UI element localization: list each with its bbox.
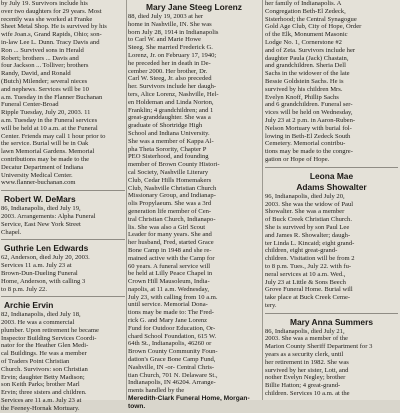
text-line: her family of Indianapolis. A xyxy=(265,0,342,7)
text-line: Nashville, IN -or- Central Chris- xyxy=(128,363,215,371)
text-line: Service, East New York Street xyxy=(1,220,81,228)
text-line: Decatur Department of Indiana xyxy=(1,163,84,171)
text-line: She was a member of Kappa Al- xyxy=(128,137,214,145)
obituary-body xyxy=(1,254,125,293)
divider xyxy=(265,313,398,314)
text-line: vices will be held on Wednesday, xyxy=(265,109,353,117)
text-line: the Feeney-Hornak Mortuary. xyxy=(1,404,80,412)
text-line: July 23, with calling from 10 a.m. xyxy=(128,293,218,301)
text-line: gation or Hope of Hope. xyxy=(265,155,330,163)
text-line: lawn Memorial Gardens. Memorial xyxy=(1,148,95,156)
text-line: July 23 at Little & Sons Beech xyxy=(265,278,346,286)
text-line: Brown-Dun-Dueling Funeral xyxy=(1,269,78,277)
text-line: Church. Survivors: son Christian xyxy=(1,365,88,373)
text-line: over two daughters for 29 years. Most xyxy=(1,7,102,15)
text-line: daughter Paula (Jack) Chastain, xyxy=(265,54,349,62)
text-line: Cemetery. Memorial contribu- xyxy=(265,140,346,148)
divider xyxy=(1,296,125,297)
text-line: cal Buildings. He was a member xyxy=(1,350,87,358)
obituary-body xyxy=(265,328,398,398)
obituary-heading: Robert W. DeMars xyxy=(4,194,76,205)
text-line: tian Church, 701 N. Delaware St., xyxy=(128,371,218,379)
text-line: Billie Hatton; 4 great-grand- xyxy=(265,382,341,390)
text-line: 96, Indianapolis, died July 20, xyxy=(265,192,345,200)
text-line: Carl W. Steeg, Jr. also preceded xyxy=(128,75,212,83)
funeral-home-credit xyxy=(128,395,260,411)
text-line: Lodge No. 1, Cornerstone #2 xyxy=(265,38,342,46)
text-line: wife Joan.s, Grand Rapids, Ohio; son- xyxy=(1,31,102,39)
text-line: and grandchildren. Sheria Dell xyxy=(265,62,346,70)
text-line: 86, Indianapolis, died July 19, xyxy=(1,205,81,213)
text-line: Evelyn Knoff, Phillip Sachs xyxy=(265,93,339,101)
column-rule xyxy=(126,0,127,400)
text-line: 82, Indianapolis, died July 18, xyxy=(1,311,81,319)
text-line: Brown County Community Foun- xyxy=(128,348,218,356)
text-line: lis. She was also a Girl Scout xyxy=(128,223,206,231)
text-line: July 23 at 2 p.m. in Aaron-Ruben- xyxy=(265,116,356,124)
obituary-heading: Leona Mae xyxy=(309,170,354,181)
text-line: www.flanner-buchanan.com xyxy=(1,179,76,187)
text-line: Randy, David, and Ronald xyxy=(1,70,71,78)
text-line: son Keith Parks; brother Marl xyxy=(1,381,80,389)
text-line: to Carl W. and Marie Howe xyxy=(128,36,201,44)
text-line: Club, Nashville Christian Church xyxy=(128,184,217,192)
text-line: Sheet Metal Shop. He is survived by his xyxy=(1,23,107,31)
text-line: Home, Anderson, with calling 3 xyxy=(1,277,86,285)
text-line: born July 28, 1914 in Indianapolis xyxy=(128,28,219,36)
text-line: ters, Alice Lorenz, Nashville, Hel- xyxy=(128,90,219,98)
column-rule xyxy=(262,0,263,400)
text-line: to 8 p.m. Tues., July 22. with fu- xyxy=(265,262,352,270)
obituary-body xyxy=(1,311,125,412)
text-line: Inspector Building Services Coordi- xyxy=(1,334,97,342)
text-line: town. xyxy=(128,402,146,410)
column-left xyxy=(0,0,125,412)
text-line: children, eight great-grand- xyxy=(265,247,338,255)
text-line: Ripple Tuesday, July 20, 2003. 11 xyxy=(1,109,91,117)
obituary-continuation xyxy=(1,0,125,187)
text-line: tral Christian Church, Indianapo- xyxy=(128,215,216,223)
obituary-heading: Adams Showalter xyxy=(296,181,367,192)
text-line: Lorenz, Jr. on February 17, 1940; xyxy=(128,51,217,59)
text-line: Indianapolis, IN 46204. Arrange- xyxy=(128,379,216,387)
text-line: nother Evelyn Negley; brother xyxy=(265,374,346,382)
text-line: Services are 11 a.m. July 23 at xyxy=(1,397,82,405)
text-line: home in Nashville, IN. She was xyxy=(128,20,212,28)
text-line: and 6 grandchildren. Funeral ser- xyxy=(265,101,353,109)
text-line: recently was she worked at Franke xyxy=(1,15,93,23)
text-line: Meredith-Clark Funeral Home, Morgan- xyxy=(128,395,250,403)
text-line: cal Society, Nashville Literary xyxy=(128,168,209,176)
text-line: Sisterhood; the Central Synagogue xyxy=(265,15,357,23)
text-line: Ron ... Survived sons in Herald xyxy=(1,46,84,54)
text-line: Leader for many years. She and xyxy=(128,231,212,239)
text-line: rick G. and Mary Jane Lorenz xyxy=(128,317,208,325)
column-middle xyxy=(128,0,260,410)
text-line: Ervin; daughter Betty Madison; xyxy=(1,373,85,381)
text-line: take place at Buck Creek Ceme- xyxy=(265,294,351,302)
text-line: Chapel. xyxy=(1,228,22,236)
text-line: Funeral Center-Broad xyxy=(1,101,59,109)
text-line: ter Linda L. Kincaid; eight grand- xyxy=(265,239,355,247)
text-line: pha Theta Sorority, Chapter P xyxy=(128,145,207,153)
obituary-heading: Mary Jane Steeg Lorenz xyxy=(146,2,242,12)
divider xyxy=(265,167,398,168)
text-line: en Holdeman and Linda Norton, xyxy=(128,98,214,106)
text-line: of the Elk, Monument Masonic xyxy=(265,31,348,39)
divider xyxy=(1,239,125,240)
text-line: to 8 p.m. July 22. xyxy=(1,285,47,293)
text-line: and nephews. Services will be 10 xyxy=(1,85,89,93)
text-line: in-law Lee L. Dunn. Tracy Davis and xyxy=(1,38,100,46)
obituary-body xyxy=(265,193,398,310)
text-line: 2003. He was a commercial xyxy=(1,319,75,327)
text-line: Grove Funeral Home. Burial will xyxy=(265,286,353,294)
text-line: Ervin; three sisters and children. xyxy=(1,389,87,397)
text-line: be held at Lilly Peace Chapel in xyxy=(128,270,213,278)
text-line: Marion County Sheriff Department for 3 xyxy=(265,343,373,351)
text-line: he preceded her in death in De- xyxy=(128,59,211,67)
text-line: Crown Hill Mausoleum, India- xyxy=(128,278,210,286)
text-line: 86, Indianapolis, died July 21, xyxy=(265,327,345,335)
text-line: cember 2000. Her brother, Dr. xyxy=(128,67,208,75)
text-line: survived by her sister, Lott, and xyxy=(265,366,349,374)
text-line: until service. Memorial Dona- xyxy=(128,301,208,309)
text-line: 2003. She was the widow of Paul xyxy=(265,200,354,208)
text-line: tions may be made to: The Fred- xyxy=(128,309,214,317)
text-line: four Jackson ... Tolliver; brothers xyxy=(1,62,89,70)
text-line: Showalter. She was a member xyxy=(265,208,345,216)
text-line: and of Zeta. Survivors include her xyxy=(265,46,356,54)
text-line: of Buck Creek Christian Church. xyxy=(265,216,352,224)
text-line: Franklin; 4 grandchildren; and 1 xyxy=(128,106,214,114)
text-line: chard School Foundation, 615 W. xyxy=(128,332,217,340)
text-line: and James R. Showalter; daugh- xyxy=(265,231,351,239)
text-line: will be held at 10 a.m. at the Funeral xyxy=(1,124,98,132)
text-line: Club, Cedar Hills Homemakers xyxy=(128,176,212,184)
text-line: tery. xyxy=(265,301,277,309)
text-line: Fund for Outdoor Education, Or- xyxy=(128,324,216,332)
text-line: Bone Camp in 1948 and she re- xyxy=(128,246,212,254)
column-right xyxy=(265,0,398,400)
obituary-heading: Guthrie Len Edwards xyxy=(4,243,89,254)
text-line: 64th St., Indianapolis, 46260 or xyxy=(128,340,212,348)
text-line: tions may be made to the congre- xyxy=(265,148,353,156)
text-line: Steeg. She married Frederick G. xyxy=(128,44,213,52)
obituary-heading: Mary Anna Summers xyxy=(289,316,373,327)
text-line: a.m. Tuesday in the Funeral services xyxy=(1,116,98,124)
obituary-body xyxy=(128,13,260,395)
text-line: her husband, Fred, started Grace xyxy=(128,239,214,247)
text-line: PEO Sisterhood, and founding xyxy=(128,153,209,161)
text-line: Missionary Group, and Indianap- xyxy=(128,192,216,200)
text-line: 60 years. A funeral service will xyxy=(128,262,211,270)
text-line: School and Indiana University. xyxy=(128,129,210,137)
text-line: Congregation Beth-El Zedeck, xyxy=(265,7,346,15)
text-line: Center. Friends may call 1 hour prior to xyxy=(1,132,106,140)
text-line: survived by his children Mrs. xyxy=(265,85,343,93)
text-line: Gold Age Club, City of Hope, Order xyxy=(265,23,362,31)
text-line: a.m. Tuesday in the Flanner Buchanan xyxy=(1,93,103,101)
text-line: mained active with the Camp for xyxy=(128,254,215,262)
text-line: napolis, at 11 a.m. Wednesday, xyxy=(128,285,210,293)
text-line: ments handled by the xyxy=(128,387,185,395)
text-line: neral services at 10 a.m. Wed., xyxy=(265,270,346,278)
text-line: 62, Anderson, died July 20, 2003. xyxy=(1,254,90,262)
text-line: children. Services 10 a.m. at the xyxy=(265,390,350,398)
text-line: Services 11 a.m. July 23 at xyxy=(1,262,72,270)
text-line: Nelson Mortuary with burial fol- xyxy=(265,124,352,132)
text-line: dation's Grace Bone Camp Fund, xyxy=(128,356,216,364)
obituary-heading: Archie Ervin xyxy=(4,300,54,311)
text-line: 2003. She was a member of the xyxy=(265,335,348,343)
text-line: member of Brown County Histori- xyxy=(128,161,220,169)
text-line: (Butch) Milender; several nieces xyxy=(1,77,88,85)
divider xyxy=(1,190,125,191)
text-line: great-granddaughter. She was a xyxy=(128,114,211,122)
text-line: nator for the Heather Glen Medi- xyxy=(1,342,89,350)
text-line: Bessie Goldstein Sachs. He is xyxy=(265,77,344,85)
text-line: plumber. Upon retirement he became xyxy=(1,326,99,334)
text-line: lowing in Beth-El Zedeck South xyxy=(265,132,351,140)
text-line: Sachs in the widower of the late xyxy=(265,70,350,78)
text-line: children. Visitation will be from 2 xyxy=(265,255,355,263)
text-line: by July 19. Survivors include his xyxy=(1,0,88,7)
text-line: her. Survivors include her daugh- xyxy=(128,83,217,91)
text-line: 2003. Arrangements: Alpha Funeral xyxy=(1,212,96,220)
text-line: of Traders Point Christian xyxy=(1,358,70,366)
text-line: University Medical Center. xyxy=(1,171,73,179)
text-line: 88, died July 19, 2003 at her xyxy=(128,13,204,20)
text-line: her retirement in 1982. She was xyxy=(265,358,349,366)
text-line: graduate of Shortridge High xyxy=(128,122,203,130)
text-line: the service. Burial will be in Oak xyxy=(1,140,89,148)
obituary-continuation xyxy=(265,0,398,164)
text-line: olis Propylaeum. She was a 3rd xyxy=(128,200,212,208)
text-line: years as a security clerk, until xyxy=(265,351,344,359)
text-line: contributions may be made to the xyxy=(1,155,90,163)
text-line: generation life member of Cen- xyxy=(128,207,212,215)
text-line: She is survived by son Paul Lee xyxy=(265,223,350,231)
obituary-body xyxy=(1,205,125,236)
text-line: Robert; brothers ... Davis and xyxy=(1,54,79,62)
